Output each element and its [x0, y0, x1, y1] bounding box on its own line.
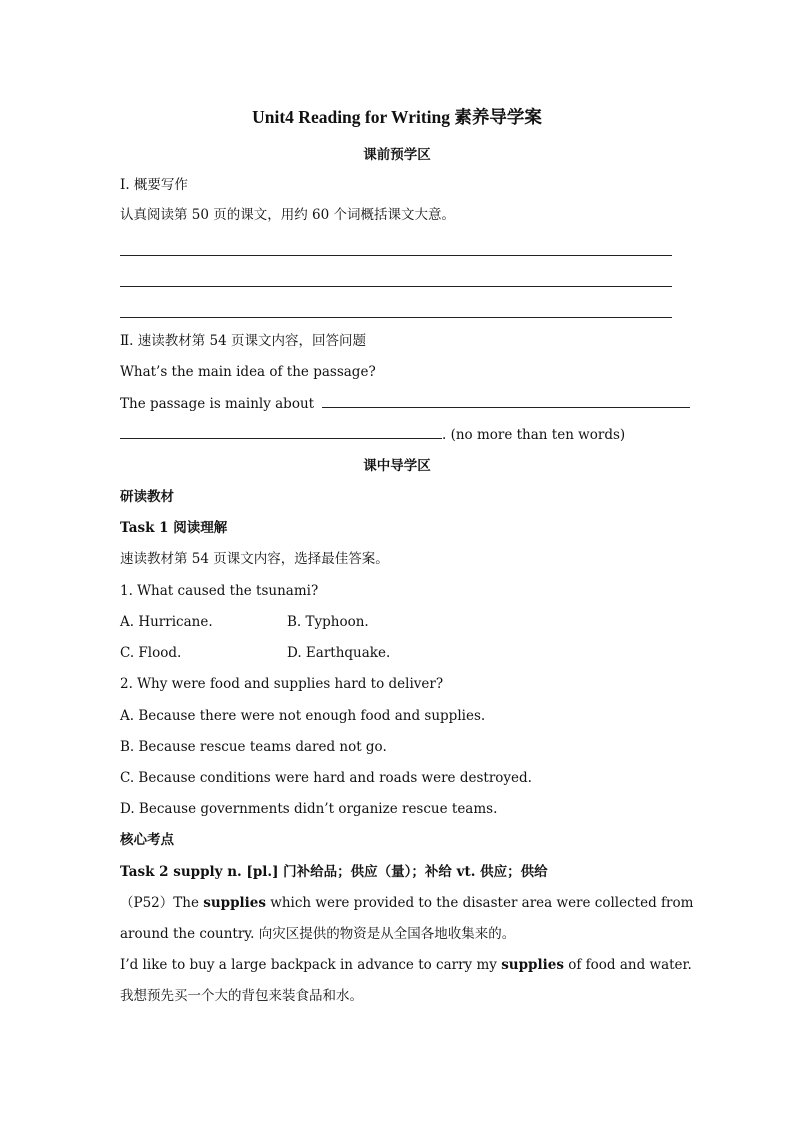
example-1-pre: （P52）The	[120, 895, 204, 911]
example-1-keyword: supplies	[203, 895, 266, 911]
part2-question: What’s the main idea of the passage?	[120, 364, 376, 380]
answer-prefix: The passage is mainly about	[120, 396, 315, 412]
q1-options-row-2	[120, 643, 672, 663]
example-2-pre: I’d like to buy a large backpack in advance to carry my	[120, 957, 502, 973]
part2-answer-row	[120, 394, 672, 414]
q2-option-b[interactable]: B. Because rescue teams dared not go.	[120, 739, 387, 755]
q1-options-row-1	[120, 612, 672, 632]
q1-option-a[interactable]: A. Hurricane.	[120, 614, 213, 630]
q1-option-d[interactable]: D. Earthquake.	[287, 645, 391, 661]
q1-stem: 1. What caused the tsunami?	[120, 583, 319, 599]
q1-option-c[interactable]: C. Flood.	[120, 645, 182, 661]
answer-suffix: . (no more than ten words)	[442, 427, 626, 443]
example-1-line-2: around the country. 向灾区提供的物资是从全国各地收集来的。	[120, 926, 516, 942]
example-2-post: of food and water.	[563, 957, 692, 973]
answer-blank-1[interactable]	[322, 394, 690, 408]
section-pre-heading: 课前预学区	[363, 147, 431, 163]
q2-option-a[interactable]: A. Because there were not enough food and supplies.	[120, 708, 486, 724]
page-title: Unit4 Reading for Writing 素养导学案	[252, 107, 542, 127]
part2-answer-row-2	[120, 425, 672, 445]
example-1-line-1	[120, 893, 694, 913]
q2-stem: 2. Why were food and supplies hard to deliver?	[120, 676, 444, 692]
part1-heading: I. 概要写作	[120, 177, 188, 193]
q2-option-d[interactable]: D. Because governments didn’t organize rescue teams.	[120, 801, 498, 817]
task1-instruction: 速读教材第 54 页课文内容，选择最佳答案。	[120, 551, 389, 567]
answer-line-1[interactable]	[120, 255, 672, 256]
part1-instruction: 认真阅读第 50 页的课文，用约 60 个词概括课文大意。	[120, 207, 456, 223]
section-in-heading: 课中导学区	[363, 458, 431, 474]
example-2-line-2: 我想预先买一个大的背包来装食品和水。	[120, 988, 363, 1004]
q1-option-b[interactable]: B. Typhoon.	[287, 614, 369, 630]
core-heading: 核心考点	[120, 832, 174, 848]
example-1-post: which were provided to the disaster area were collected from	[266, 895, 694, 911]
example-2-keyword: supplies	[501, 957, 564, 973]
example-2-line-1	[120, 955, 692, 975]
answer-line-2[interactable]	[120, 286, 672, 287]
answer-blank-2[interactable]	[120, 425, 442, 439]
answer-line-3[interactable]	[120, 317, 672, 318]
task1-heading: Task 1 阅读理解	[120, 520, 228, 536]
part2-heading: Ⅱ. 速读教材第 54 页课文内容，回答问题	[120, 333, 367, 349]
q2-option-c[interactable]: C. Because conditions were hard and roads were destroyed.	[120, 770, 532, 786]
study-heading: 研读教材	[120, 489, 174, 505]
task2-heading: Task 2 supply n. [pl.] 门补给品；供应（量）；补给 vt. 供应；供给	[120, 864, 548, 880]
